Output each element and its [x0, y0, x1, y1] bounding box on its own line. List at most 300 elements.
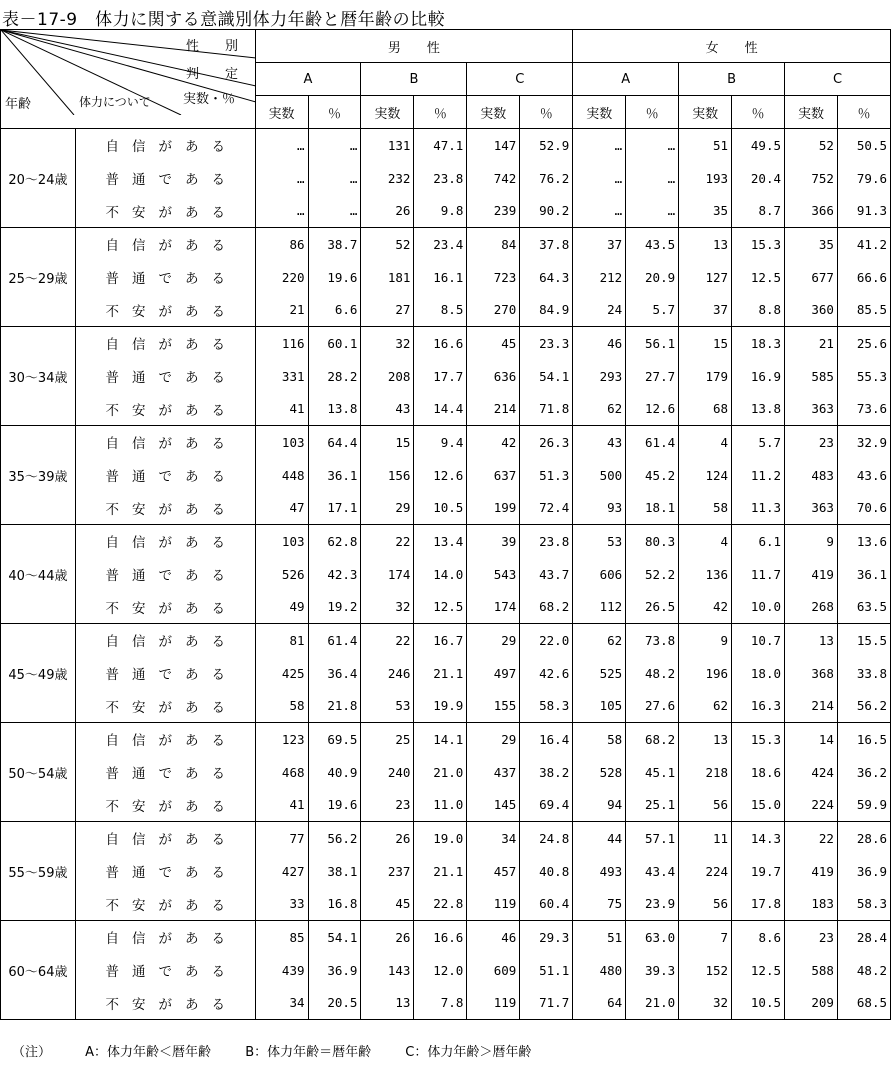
- table-cell: 11.2: [732, 459, 785, 492]
- sub-header: 実数: [467, 96, 520, 129]
- table-cell: …: [255, 195, 308, 228]
- table-cell: 51.1: [520, 954, 573, 987]
- sub-header: 実数: [255, 96, 308, 129]
- table-cell: 62: [573, 393, 626, 426]
- table-cell: 9.4: [414, 426, 467, 459]
- table-cell: 42: [679, 591, 732, 624]
- table-cell: 22: [361, 525, 414, 558]
- table-cell: 425: [255, 657, 308, 690]
- table-cell: 69.5: [308, 723, 361, 756]
- table-cell: 13: [785, 624, 838, 657]
- table-cell: 63.0: [626, 921, 679, 954]
- table-cell: 15: [679, 327, 732, 360]
- table-cell: 368: [785, 657, 838, 690]
- table-cell: 40.8: [520, 855, 573, 888]
- table-cell: 183: [785, 888, 838, 921]
- table-cell: 60.1: [308, 327, 361, 360]
- table-row: [1, 756, 891, 789]
- table-cell: 270: [467, 294, 520, 327]
- table-cell: 636: [467, 360, 520, 393]
- table-cell: 457: [467, 855, 520, 888]
- table-cell: …: [573, 129, 626, 162]
- table-cell: 25: [361, 723, 414, 756]
- table-row: [1, 261, 891, 294]
- table-cell: 61.4: [308, 624, 361, 657]
- table-cell: 363: [785, 393, 838, 426]
- table-cell: 27: [361, 294, 414, 327]
- table-cell: 500: [573, 459, 626, 492]
- age-group-label: 50～54歳: [1, 723, 76, 822]
- feeling-label: 普通である: [75, 261, 255, 294]
- table-cell: 41: [255, 789, 308, 822]
- table-cell: 5.7: [732, 426, 785, 459]
- table-cell: 212: [573, 261, 626, 294]
- table-cell: 16.5: [837, 723, 890, 756]
- table-cell: 58: [679, 492, 732, 525]
- table-cell: 609: [467, 954, 520, 987]
- table-cell: 68.2: [626, 723, 679, 756]
- table-cell: 19.6: [308, 261, 361, 294]
- table-cell: 16.6: [414, 921, 467, 954]
- table-cell: 224: [785, 789, 838, 822]
- table-cell: 26.5: [626, 591, 679, 624]
- table-cell: 16.8: [308, 888, 361, 921]
- table-cell: 23.8: [414, 162, 467, 195]
- table-cell: 47: [255, 492, 308, 525]
- table-cell: 36.9: [308, 954, 361, 987]
- table-cell: 73.8: [626, 624, 679, 657]
- table-cell: 439: [255, 954, 308, 987]
- sub-header: 実数: [785, 96, 838, 129]
- table-cell: 16.9: [732, 360, 785, 393]
- table-cell: 237: [361, 855, 414, 888]
- table-cell: 11.7: [732, 558, 785, 591]
- judge-header: A: [255, 63, 361, 96]
- age-group-label: 45～49歳: [1, 624, 76, 723]
- table-cell: 56: [679, 789, 732, 822]
- table-cell: 16.6: [414, 327, 467, 360]
- table-row: [1, 195, 891, 228]
- table-cell: 13.4: [414, 525, 467, 558]
- table-cell: 23.8: [520, 525, 573, 558]
- table-cell: 174: [467, 591, 520, 624]
- table-cell: 69.4: [520, 789, 573, 822]
- table-row: [1, 327, 891, 360]
- table-cell: 27.6: [626, 690, 679, 723]
- table-cell: 33.8: [837, 657, 890, 690]
- table-cell: 18.1: [626, 492, 679, 525]
- sub-header: ％: [414, 96, 467, 129]
- feeling-label: 自信がある: [75, 228, 255, 261]
- table-cell: 86: [255, 228, 308, 261]
- table-cell: 62: [679, 690, 732, 723]
- table-cell: 56.1: [626, 327, 679, 360]
- table-cell: 21.8: [308, 690, 361, 723]
- table-cell: 16.3: [732, 690, 785, 723]
- table-cell: 14.1: [414, 723, 467, 756]
- table-cell: 11.3: [732, 492, 785, 525]
- table-cell: 424: [785, 756, 838, 789]
- feeling-label: 不安がある: [75, 888, 255, 921]
- table-cell: …: [573, 195, 626, 228]
- table-cell: 13: [679, 228, 732, 261]
- table-cell: 637: [467, 459, 520, 492]
- table-cell: 13.8: [732, 393, 785, 426]
- feeling-label: 普通である: [75, 657, 255, 690]
- table-cell: 10.5: [414, 492, 467, 525]
- feeling-label: 不安がある: [75, 789, 255, 822]
- age-group-label: 60～64歳: [1, 921, 76, 1020]
- table-cell: 220: [255, 261, 308, 294]
- table-cell: 147: [467, 129, 520, 162]
- table-cell: 493: [573, 855, 626, 888]
- table-title: 表－17-9 体力に関する意識別体力年齢と暦年齢の比較: [2, 10, 446, 30]
- table-cell: 23.4: [414, 228, 467, 261]
- table-cell: 19.6: [308, 789, 361, 822]
- table-cell: 677: [785, 261, 838, 294]
- table-cell: …: [626, 162, 679, 195]
- feeling-label: 普通である: [75, 162, 255, 195]
- table-cell: 14: [785, 723, 838, 756]
- table-cell: 45.2: [626, 459, 679, 492]
- table-cell: 23: [785, 426, 838, 459]
- table-cell: 26: [361, 921, 414, 954]
- table-cell: 199: [467, 492, 520, 525]
- table-row: [1, 294, 891, 327]
- table-cell: 119: [467, 888, 520, 921]
- table-cell: 40.9: [308, 756, 361, 789]
- table-cell: …: [573, 162, 626, 195]
- table-cell: 155: [467, 690, 520, 723]
- data-table: [0, 29, 891, 1020]
- table-cell: 437: [467, 756, 520, 789]
- table-cell: 103: [255, 525, 308, 558]
- table-cell: 293: [573, 360, 626, 393]
- table-cell: 80.3: [626, 525, 679, 558]
- table-cell: 18.3: [732, 327, 785, 360]
- table-cell: 9.8: [414, 195, 467, 228]
- table-cell: 752: [785, 162, 838, 195]
- table-row: [1, 657, 891, 690]
- table-cell: 448: [255, 459, 308, 492]
- table-cell: 34: [255, 987, 308, 1020]
- table-row: [1, 129, 891, 162]
- table-cell: 85.5: [837, 294, 890, 327]
- table-cell: 543: [467, 558, 520, 591]
- table-cell: 21.1: [414, 855, 467, 888]
- table-cell: …: [255, 162, 308, 195]
- table-row: [1, 690, 891, 723]
- table-cell: 33: [255, 888, 308, 921]
- table-cell: 64.4: [308, 426, 361, 459]
- table-cell: 10.0: [732, 591, 785, 624]
- table-cell: 528: [573, 756, 626, 789]
- table-cell: 28.6: [837, 822, 890, 855]
- table-cell: …: [255, 129, 308, 162]
- table-cell: 22.8: [414, 888, 467, 921]
- table-cell: 43.7: [520, 558, 573, 591]
- table-cell: 525: [573, 657, 626, 690]
- table-cell: 606: [573, 558, 626, 591]
- age-group-label: 55～59歳: [1, 822, 76, 921]
- table-cell: 64.3: [520, 261, 573, 294]
- table-cell: 588: [785, 954, 838, 987]
- table-cell: 20.5: [308, 987, 361, 1020]
- corner-count-label: 実数・％: [183, 92, 236, 107]
- footnote-prefix: （注）: [12, 1045, 52, 1060]
- footnote-c: C：体力年齢＞暦年齢: [405, 1045, 532, 1060]
- table-cell: 37: [573, 228, 626, 261]
- table-cell: 16.1: [414, 261, 467, 294]
- table-cell: 8.8: [732, 294, 785, 327]
- table-cell: 22: [785, 822, 838, 855]
- feeling-label: 不安がある: [75, 987, 255, 1020]
- table-row: [1, 624, 891, 657]
- table-row: [1, 525, 891, 558]
- feeling-label: 不安がある: [75, 294, 255, 327]
- table-cell: 156: [361, 459, 414, 492]
- feeling-label: 不安がある: [75, 393, 255, 426]
- table-cell: 419: [785, 558, 838, 591]
- table-cell: …: [626, 129, 679, 162]
- age-group-label: 30～34歳: [1, 327, 76, 426]
- table-row: [1, 591, 891, 624]
- feeling-label: 不安がある: [75, 195, 255, 228]
- table-cell: …: [308, 129, 361, 162]
- table-cell: 19.2: [308, 591, 361, 624]
- feeling-label: 自信がある: [75, 624, 255, 657]
- table-cell: 52.2: [626, 558, 679, 591]
- age-group-label: 40～44歳: [1, 525, 76, 624]
- table-cell: 77: [255, 822, 308, 855]
- table-cell: 49: [255, 591, 308, 624]
- table-cell: 9: [679, 624, 732, 657]
- table-row: [1, 888, 891, 921]
- table-row: [1, 162, 891, 195]
- table-cell: 22.0: [520, 624, 573, 657]
- table-cell: 214: [467, 393, 520, 426]
- table-cell: 54.1: [308, 921, 361, 954]
- corner-judge-label: 判 定: [186, 67, 239, 82]
- table-cell: 193: [679, 162, 732, 195]
- table-cell: 72.4: [520, 492, 573, 525]
- feeling-label: 不安がある: [75, 492, 255, 525]
- table-cell: 93: [573, 492, 626, 525]
- table-cell: 196: [679, 657, 732, 690]
- table-cell: 208: [361, 360, 414, 393]
- table-cell: 43: [361, 393, 414, 426]
- table-cell: 52: [785, 129, 838, 162]
- table-cell: 23.3: [520, 327, 573, 360]
- table-cell: 12.6: [626, 393, 679, 426]
- table-cell: 13.8: [308, 393, 361, 426]
- table-row: [1, 723, 891, 756]
- table-cell: 15.0: [732, 789, 785, 822]
- table-cell: 26.3: [520, 426, 573, 459]
- table-cell: 90.2: [520, 195, 573, 228]
- table-cell: 112: [573, 591, 626, 624]
- table-cell: 8.6: [732, 921, 785, 954]
- table-cell: 55.3: [837, 360, 890, 393]
- table-cell: 331: [255, 360, 308, 393]
- corner-sex-label: 性 別: [186, 39, 239, 54]
- table-cell: 21: [785, 327, 838, 360]
- table-cell: 7: [679, 921, 732, 954]
- table-cell: 19.7: [732, 855, 785, 888]
- table-cell: 71.7: [520, 987, 573, 1020]
- table-cell: 68.2: [520, 591, 573, 624]
- table-cell: 60.4: [520, 888, 573, 921]
- table-cell: 52: [361, 228, 414, 261]
- table-cell: 105: [573, 690, 626, 723]
- footnote-b: B：体力年齢＝暦年齢: [245, 1045, 372, 1060]
- table-cell: 45: [467, 327, 520, 360]
- sub-header: ％: [520, 96, 573, 129]
- table-cell: 15: [361, 426, 414, 459]
- table-cell: 29.3: [520, 921, 573, 954]
- judge-header: A: [573, 63, 679, 96]
- table-cell: 145: [467, 789, 520, 822]
- table-cell: 181: [361, 261, 414, 294]
- table-cell: 68: [679, 393, 732, 426]
- table-cell: 42.3: [308, 558, 361, 591]
- feeling-label: 自信がある: [75, 129, 255, 162]
- table-cell: 12.5: [732, 954, 785, 987]
- table-cell: 84.9: [520, 294, 573, 327]
- table-cell: 6.1: [732, 525, 785, 558]
- table-cell: 21.0: [414, 756, 467, 789]
- corner-age-label: 年齢: [5, 97, 32, 112]
- table-cell: 43.4: [626, 855, 679, 888]
- feeling-label: 普通である: [75, 954, 255, 987]
- judge-header: C: [785, 63, 891, 96]
- table-cell: 16.4: [520, 723, 573, 756]
- corner-feeling-label: 体力について: [79, 95, 151, 109]
- table-cell: 20.9: [626, 261, 679, 294]
- table-cell: 43: [573, 426, 626, 459]
- table-cell: 51: [679, 129, 732, 162]
- table-cell: 13: [361, 987, 414, 1020]
- table-cell: 13: [679, 723, 732, 756]
- table-cell: 66.6: [837, 261, 890, 294]
- table-cell: 29: [467, 723, 520, 756]
- table-cell: 8.5: [414, 294, 467, 327]
- table-cell: 48.2: [626, 657, 679, 690]
- table-cell: 14.4: [414, 393, 467, 426]
- table-cell: 46: [573, 327, 626, 360]
- table-cell: 116: [255, 327, 308, 360]
- table-cell: 84: [467, 228, 520, 261]
- table-cell: 36.1: [837, 558, 890, 591]
- table-cell: 91.3: [837, 195, 890, 228]
- table-cell: 53: [573, 525, 626, 558]
- table-cell: 32.9: [837, 426, 890, 459]
- table-cell: 17.8: [732, 888, 785, 921]
- judge-header: C: [467, 63, 573, 96]
- table-cell: 43.6: [837, 459, 890, 492]
- table-cell: 38.7: [308, 228, 361, 261]
- table-cell: 5.7: [626, 294, 679, 327]
- table-cell: 20.4: [732, 162, 785, 195]
- table-cell: 54.1: [520, 360, 573, 393]
- table-cell: 143: [361, 954, 414, 987]
- table-cell: 36.4: [308, 657, 361, 690]
- table-cell: 742: [467, 162, 520, 195]
- table-cell: 13.6: [837, 525, 890, 558]
- table-cell: 21: [255, 294, 308, 327]
- table-cell: 76.2: [520, 162, 573, 195]
- table-cell: 43.5: [626, 228, 679, 261]
- table-cell: 15.3: [732, 723, 785, 756]
- age-group-label: 20～24歳: [1, 129, 76, 228]
- table-cell: 36.2: [837, 756, 890, 789]
- table-cell: 136: [679, 558, 732, 591]
- table-cell: 240: [361, 756, 414, 789]
- table-cell: 53: [361, 690, 414, 723]
- table-cell: 103: [255, 426, 308, 459]
- table-cell: 419: [785, 855, 838, 888]
- table-cell: 17.1: [308, 492, 361, 525]
- feeling-label: 普通である: [75, 756, 255, 789]
- table-cell: 16.7: [414, 624, 467, 657]
- feeling-label: 自信がある: [75, 327, 255, 360]
- table-cell: 39.3: [626, 954, 679, 987]
- table-cell: 46: [467, 921, 520, 954]
- table-cell: 29: [467, 624, 520, 657]
- table-cell: 224: [679, 855, 732, 888]
- table-cell: 62.8: [308, 525, 361, 558]
- table-cell: 25.6: [837, 327, 890, 360]
- footnote: [12, 1041, 561, 1060]
- table-cell: 174: [361, 558, 414, 591]
- feeling-label: 不安がある: [75, 690, 255, 723]
- table-cell: 7.8: [414, 987, 467, 1020]
- sub-header: ％: [732, 96, 785, 129]
- table-cell: 28.2: [308, 360, 361, 393]
- table-row: [1, 822, 891, 855]
- table-cell: 723: [467, 261, 520, 294]
- sex-header-male: 男 性: [255, 30, 573, 63]
- sub-header: ％: [626, 96, 679, 129]
- feeling-label: 自信がある: [75, 921, 255, 954]
- table-cell: …: [308, 195, 361, 228]
- table-row: [1, 921, 891, 954]
- table-cell: 56.2: [837, 690, 890, 723]
- table-cell: 427: [255, 855, 308, 888]
- sub-header: 実数: [679, 96, 732, 129]
- table-cell: 12.5: [414, 591, 467, 624]
- table-cell: 179: [679, 360, 732, 393]
- table-cell: 17.7: [414, 360, 467, 393]
- table-cell: 363: [785, 492, 838, 525]
- table-cell: 24.8: [520, 822, 573, 855]
- table-cell: 268: [785, 591, 838, 624]
- sub-header: 実数: [361, 96, 414, 129]
- table-cell: 19.9: [414, 690, 467, 723]
- footnote-a: A：体力年齢＜暦年齢: [85, 1045, 212, 1060]
- table-cell: 29: [361, 492, 414, 525]
- feeling-label: 自信がある: [75, 426, 255, 459]
- feeling-label: 自信がある: [75, 723, 255, 756]
- table-cell: 32: [679, 987, 732, 1020]
- sub-header: 実数: [573, 96, 626, 129]
- table-row: [1, 954, 891, 987]
- table-cell: 8.7: [732, 195, 785, 228]
- table-row: [1, 228, 891, 261]
- table-cell: 81: [255, 624, 308, 657]
- table-cell: 24: [573, 294, 626, 327]
- table-cell: 45.1: [626, 756, 679, 789]
